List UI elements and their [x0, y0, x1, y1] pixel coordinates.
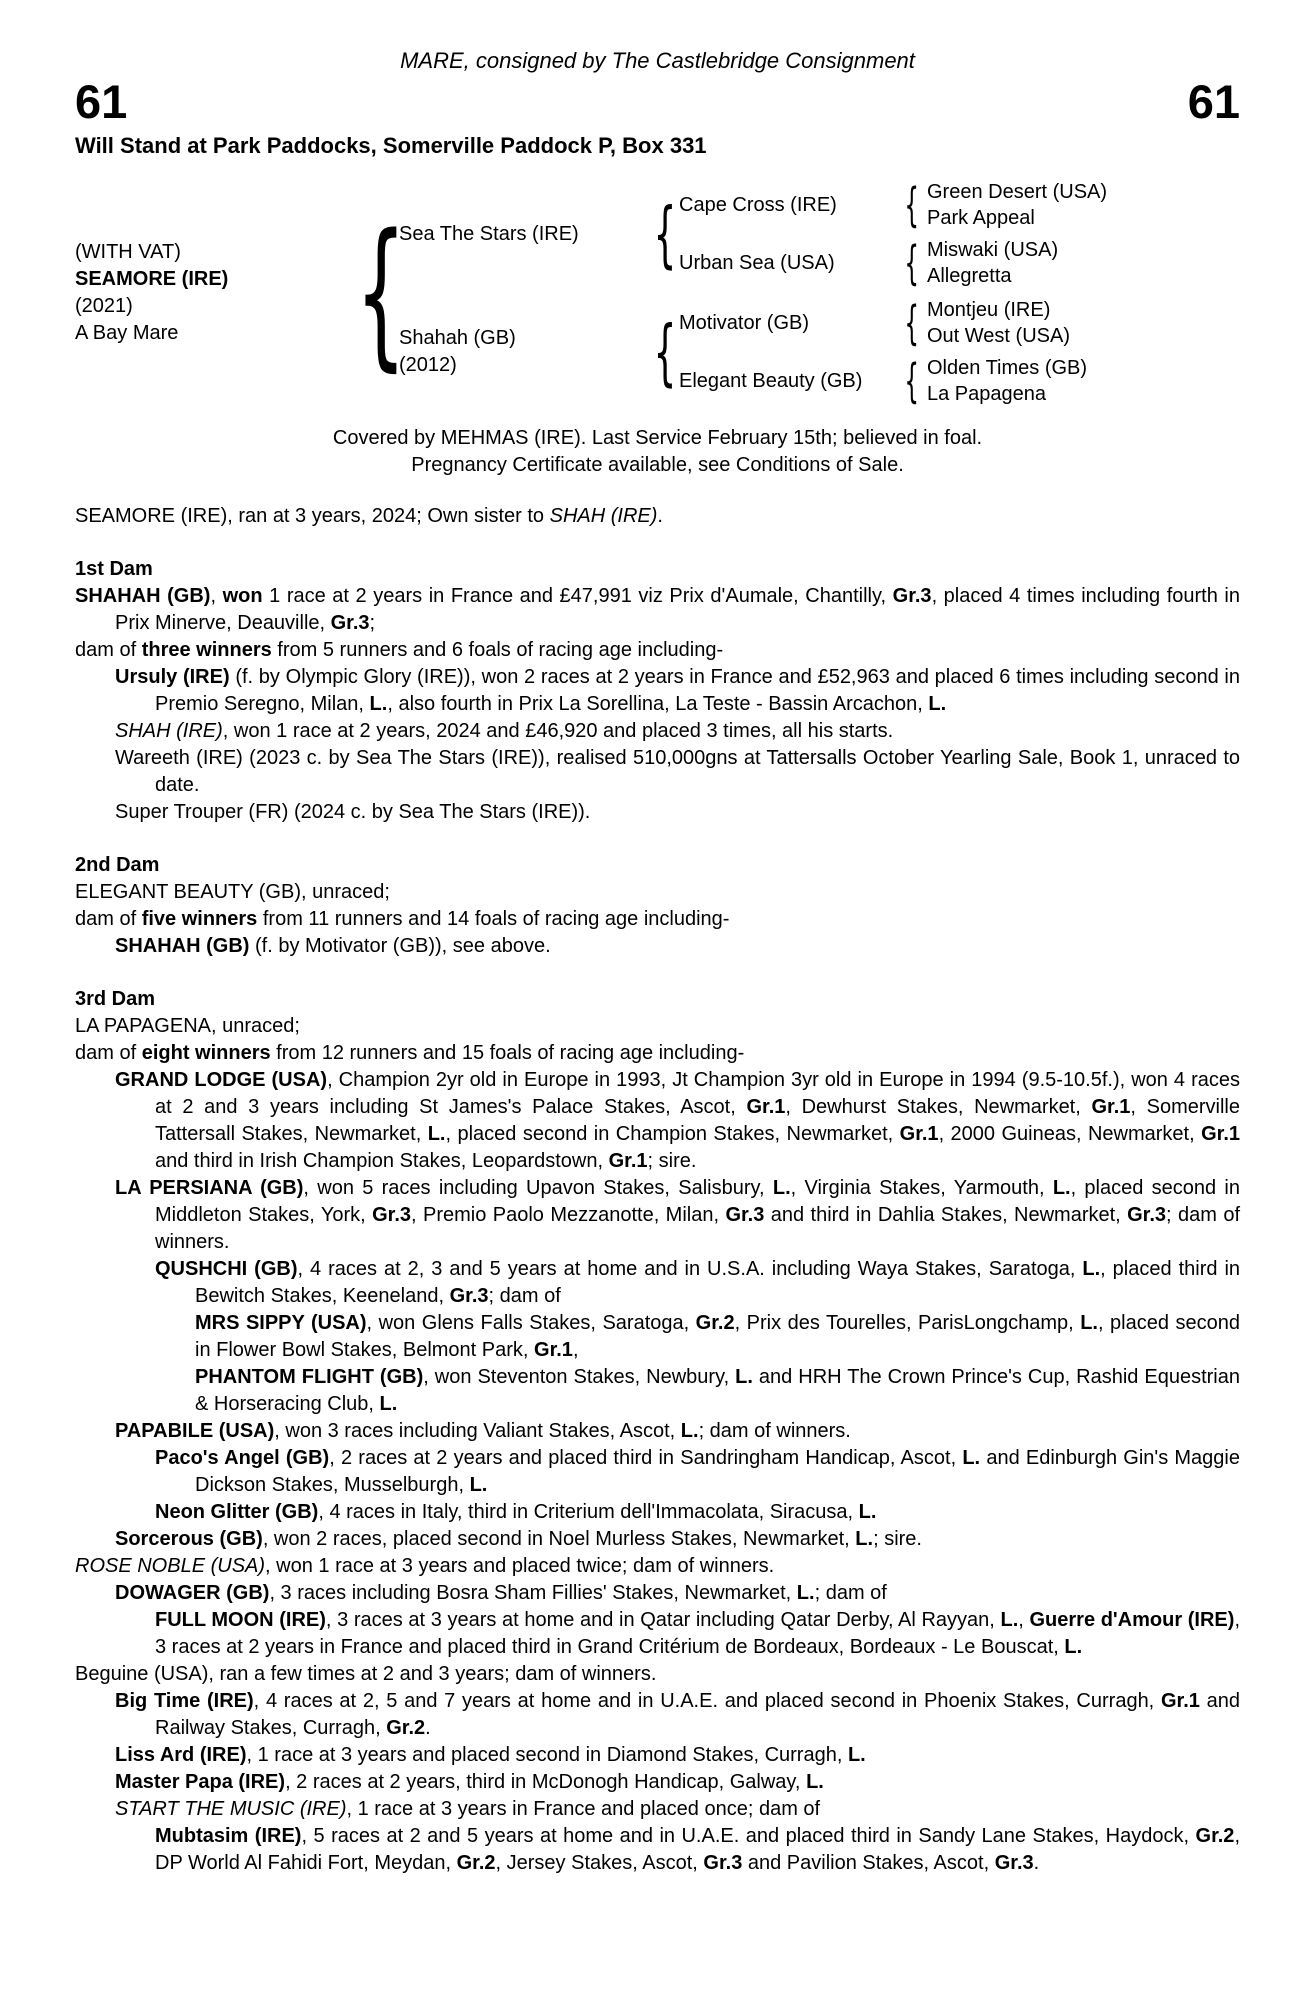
text: Super Trouper (FR) (2024 c. by Sea The Stars (IRE)). [115, 801, 591, 823]
bold-text: Liss Ard (IRE) [115, 1744, 247, 1766]
produce-paragraph [75, 906, 1240, 933]
lot-number-right: 61 [1187, 75, 1240, 128]
sire-sire-sire: Green Desert (USA) [927, 181, 1108, 203]
sire-branch [399, 179, 1240, 289]
text: , 2 races at 2 years and placed third in Sandringham Handicap, Ascot, [329, 1447, 963, 1469]
text: , won 3 races including Valiant Stakes, Ascot, [274, 1420, 681, 1442]
pedigree-table [75, 179, 1240, 407]
produce-paragraph [75, 583, 1240, 637]
bold-text: five winners [141, 908, 258, 930]
produce-paragraph [75, 1607, 1240, 1661]
text: and Railway Stakes, Curragh, [155, 1690, 1240, 1739]
bold-text: Sorcerous (GB) [115, 1528, 263, 1550]
text: , placed second in Champion Stakes, Newmarket, [445, 1123, 900, 1145]
produce-paragraph [75, 1661, 1240, 1688]
produce-paragraph [75, 1553, 1240, 1580]
bold-text: L. [772, 1177, 791, 1199]
text: , 2000 Guineas, Newmarket, [938, 1123, 1202, 1145]
dam-sire-name: Motivator (GB) [679, 311, 810, 334]
text: , placed third in Bewitch Stakes, Keeneland, [195, 1258, 1241, 1307]
dam-dam-name: Elegant Beauty (GB) [679, 369, 863, 392]
text: , placed 4 times including fourth in Prix Minerve, Deauville, [115, 585, 1240, 634]
text: . [425, 1717, 431, 1739]
text: from 12 runners and 15 foals of racing age including- [270, 1042, 745, 1064]
text: (f. by Motivator (GB)), see above. [249, 935, 551, 957]
bold-text: SHAHAH (GB) [115, 935, 250, 957]
produce-paragraph [75, 664, 1240, 718]
text: , Champion 2yr old in Europe in 1993, Jt Champion 3yr old in Europe in 1994 (9.5-10.5f.), won 4 races at 2 and 3 years including St James's Palace Stakes, Ascot, [155, 1069, 1240, 1118]
produce-paragraph [75, 1445, 1240, 1499]
text: Wareeth (IRE) (2023 c. by Sea The Stars (IRE)), realised 510,000gns at Tattersalls October Yearling Sale, Book 1, unraced to date. [115, 747, 1240, 796]
bold-text: L. [427, 1123, 446, 1145]
covering-line-1: Covered by MEHMAS (IRE). Last Service February 15th; believed in foal. [332, 427, 983, 449]
italic-text: ROSE NOBLE (USA) [75, 1555, 266, 1577]
bold-text: QUSHCHI (GB) [155, 1258, 298, 1280]
italic-text: SHAH (IRE) [549, 505, 658, 527]
bold-text: LA PERSIANA (GB) [115, 1177, 304, 1199]
bold-text: Gr.2 [456, 1852, 496, 1874]
text: , [572, 1339, 579, 1361]
sire-sire-row [679, 179, 1240, 231]
bold-text: L. [369, 693, 388, 715]
bold-text: Gr.2 [695, 1312, 735, 1334]
produce-paragraph [75, 1742, 1240, 1769]
dam-sire-row [679, 297, 1240, 349]
pedigree-brace-level1: { [355, 199, 407, 386]
dam-dam-dam: La Papagena [927, 383, 1047, 405]
bold-text: Gr.1 [1091, 1096, 1131, 1118]
produce-paragraph [75, 1175, 1240, 1256]
pedigree-brace-sire: { [653, 192, 677, 276]
text: , [1018, 1609, 1030, 1631]
produce-paragraph [75, 1364, 1240, 1418]
bold-text: Paco's Angel (GB) [155, 1447, 330, 1469]
bold-text: L. [1052, 1177, 1071, 1199]
text: . [657, 505, 663, 527]
text: , 1 race at 3 years in France and placed once; dam of [346, 1798, 821, 1820]
bold-text: FULL MOON (IRE) [155, 1609, 326, 1631]
produce-paragraph [75, 1256, 1240, 1310]
sire-dam-name: Urban Sea (USA) [679, 251, 835, 274]
bold-text: L. [1000, 1609, 1019, 1631]
text: , 5 races at 2 and 5 years at home and in U.A.E. and placed third in Sandy Lane Stakes, Haydock, [301, 1825, 1196, 1847]
text: , Virginia Stakes, Yarmouth, [790, 1177, 1053, 1199]
horse-summary [75, 239, 363, 347]
bold-text: GRAND LODGE (USA) [115, 1069, 328, 1091]
text: , DP World Al Fahidi Fort, Meydan, [155, 1825, 1240, 1874]
bold-text: Gr.3 [892, 585, 932, 607]
bold-text: DOWAGER (GB) [115, 1582, 270, 1604]
text: , won Glens Falls Stakes, Saratoga, [366, 1312, 696, 1334]
bold-text: Gr.2 [1195, 1825, 1235, 1847]
dam-section-heading: 3rd Dam [75, 988, 156, 1010]
consignment-line: MARE, consigned by The Castlebridge Consignment [400, 48, 915, 73]
text: , won 5 races including Upavon Stakes, Salisbury, [303, 1177, 773, 1199]
text: SEAMORE (IRE), ran at 3 years, 2024; Own sister to [75, 505, 550, 527]
text: ; dam of winners. [698, 1420, 851, 1442]
produce-paragraph [75, 879, 1240, 906]
dam-section [75, 852, 1240, 960]
bold-text: Gr.1 [1201, 1123, 1241, 1145]
dam-section-heading: 1st Dam [75, 558, 153, 580]
bold-text: SHAHAH (GB) [75, 585, 211, 607]
pedigree-brace-dam-sire: { [904, 296, 920, 350]
bold-text: Gr.3 [725, 1204, 765, 1226]
text: , also fourth in Prix La Sorellina, La Teste - Bassin Arcachon, [387, 693, 929, 715]
produce-paragraph [75, 1418, 1240, 1445]
produce-paragraph [75, 1796, 1240, 1823]
text: , 4 races at 2, 3 and 5 years at home and in U.S.A. including Waya Stakes, Saratoga, [297, 1258, 1083, 1280]
produce-paragraph [75, 1499, 1240, 1526]
produce-paragraph [75, 1310, 1240, 1364]
bold-text: L. [469, 1474, 488, 1496]
produce-paragraph [75, 637, 1240, 664]
lot-number-row [75, 75, 1240, 128]
bold-text: L. [1064, 1636, 1083, 1658]
bold-text: L. [796, 1582, 815, 1604]
text: , 2 races at 2 years, third in McDonogh Handicap, Galway, [285, 1771, 807, 1793]
covering-statement [75, 425, 1240, 479]
produce-paragraph [75, 1823, 1240, 1877]
produce-paragraph [75, 745, 1240, 799]
bold-text: Gr.3 [703, 1852, 743, 1874]
text: LA PAPAGENA, unraced; [75, 1015, 300, 1037]
produce-paragraph [75, 718, 1240, 745]
bold-text: L. [962, 1447, 981, 1469]
produce-paragraph [75, 1688, 1240, 1742]
text: and HRH The Crown Prince's Cup, Rashid Equestrian & Horseracing Club, [195, 1366, 1240, 1415]
text: and third in Dahlia Stakes, Newmarket, [764, 1204, 1128, 1226]
bold-text: L. [806, 1771, 824, 1793]
text: , 3 races at 2 years in France and placed third in Grand Critérium de Bordeaux, Bordeaux - Le Bouscat, [155, 1609, 1240, 1658]
text: from 11 runners and 14 foals of racing age including- [257, 908, 730, 930]
text: , won Steventon Stakes, Newbury, [423, 1366, 736, 1388]
bold-text: Mubtasim (IRE) [155, 1825, 302, 1847]
text: ; sire. [647, 1150, 697, 1172]
sire-name: Sea The Stars (IRE) [399, 222, 579, 245]
horse-foaling-year: (2021) [75, 295, 133, 317]
text: , Prix des Tourelles, ParisLongchamp, [734, 1312, 1081, 1334]
bold-text: Gr.3 [330, 612, 370, 634]
vat-note: (WITH VAT) [75, 241, 181, 263]
produce-paragraph [75, 1580, 1240, 1607]
italic-text: START THE MUSIC (IRE) [115, 1798, 347, 1820]
text: ELEGANT BEAUTY (GB), unraced; [75, 881, 390, 903]
text: from 5 runners and 6 foals of racing age including- [271, 639, 724, 661]
bold-text: MRS SIPPY (USA) [195, 1312, 367, 1334]
lot-number-left: 61 [75, 75, 128, 128]
produce-paragraph [75, 933, 1240, 960]
dam-sire-sire: Montjeu (IRE) [927, 299, 1051, 321]
text: dam of [75, 908, 142, 930]
bold-text: Master Papa (IRE) [115, 1771, 286, 1793]
sire-dam-row [679, 237, 1240, 289]
text: ; dam of winners. [155, 1204, 1240, 1253]
produce-paragraph [75, 1769, 1240, 1796]
bold-text: Big Time (IRE) [115, 1690, 254, 1712]
bold-text: three winners [141, 639, 272, 661]
produce-paragraph [75, 1013, 1240, 1040]
text: , Jersey Stakes, Ascot, [495, 1852, 704, 1874]
stand-location-line: Will Stand at Park Paddocks, Somerville Paddock P, Box 331 [75, 133, 707, 158]
bold-text: L. [1082, 1258, 1101, 1280]
text: and Pavilion Stakes, Ascot, [742, 1852, 995, 1874]
bold-text: Gr.1 [746, 1096, 786, 1118]
dam-sections [75, 556, 1240, 1877]
text: , 4 races at 2, 5 and 7 years at home and in U.A.E. and placed second in Phoenix Stakes, Curragh, [253, 1690, 1161, 1712]
pedigree-brace-sire-dam: { [904, 236, 920, 290]
dam-sire-dam: Out West (USA) [927, 325, 1070, 347]
text: , 1 race at 3 years and placed second in Diamond Stakes, Curragh, [246, 1744, 848, 1766]
pedigree-generations [399, 179, 1240, 407]
text: dam of [75, 1042, 142, 1064]
text: and third in Irish Champion Stakes, Leopardstown, [155, 1150, 609, 1172]
dam-name-cell [399, 325, 651, 379]
text: , Somerville Tattersall Stakes, Newmarket, [155, 1096, 1240, 1145]
produce-paragraph [75, 1040, 1240, 1067]
text: , [210, 585, 223, 607]
text: , placed second in Middleton Stakes, York, [155, 1177, 1240, 1226]
text: , 4 races in Italy, third in Criterium dell'Immacolata, Siracusa, [318, 1501, 859, 1523]
bold-text: L. [855, 1528, 874, 1550]
text: , won 1 race at 3 years and placed twice; dam of winners. [265, 1555, 775, 1577]
sire-sire-dam: Park Appeal [927, 207, 1035, 229]
bold-text: Ursuly (IRE) [115, 666, 230, 688]
sire-sire-name: Cape Cross (IRE) [679, 193, 837, 216]
produce-paragraph [75, 799, 1240, 826]
horse-name: SEAMORE (IRE) [75, 268, 229, 290]
bold-text: L. [735, 1366, 753, 1388]
italic-text: SHAH (IRE) [115, 720, 223, 742]
dam-section-heading: 2nd Dam [75, 854, 160, 876]
dam-year: (2012) [399, 354, 457, 376]
bold-text: Gr.3 [449, 1285, 489, 1307]
bold-text: Gr.3 [372, 1204, 412, 1226]
text: and Edinburgh Gin's Maggie Dickson Stakes, Musselburgh, [195, 1447, 1240, 1496]
text: , won 2 races, placed second in Noel Murless Stakes, Newmarket, [262, 1528, 856, 1550]
bold-text: L. [680, 1420, 699, 1442]
bold-text: L. [928, 693, 947, 715]
pedigree-brace-dam-dam: { [904, 354, 920, 408]
dam-branch [399, 297, 1240, 407]
bold-text: PAPABILE (USA) [115, 1420, 275, 1442]
dam-section [75, 556, 1240, 826]
bold-text: won [222, 585, 263, 607]
produce-paragraph [75, 1526, 1240, 1553]
text: , 3 races including Bosra Sham Fillies' Stakes, Newmarket, [269, 1582, 797, 1604]
dam-section [75, 986, 1240, 1877]
horse-description: A Bay Mare [75, 322, 179, 344]
covering-line-2: Pregnancy Certificate available, see Conditions of Sale. [411, 454, 904, 476]
text: . [1033, 1852, 1040, 1874]
bold-text: Neon Glitter (GB) [155, 1501, 319, 1523]
bold-text: Gr.2 [386, 1717, 426, 1739]
dam-dam-sire: Olden Times (GB) [927, 357, 1088, 379]
text: , Premio Paolo Mezzanotte, Milan, [411, 1204, 726, 1226]
bold-text: Gr.1 [608, 1150, 648, 1172]
sire-dam-dam: Allegretta [927, 265, 1012, 287]
text: ; sire. [873, 1528, 922, 1550]
bold-text: Gr.3 [1127, 1204, 1167, 1226]
bold-text: Gr.1 [899, 1123, 939, 1145]
bold-text: L. [858, 1501, 877, 1523]
text: , won 1 race at 2 years, 2024 and £46,920 and placed 3 times, all his starts. [222, 720, 894, 742]
produce-paragraph [75, 1067, 1240, 1175]
text: ; dam of [488, 1285, 561, 1307]
pedigree-brace-dam: { [653, 310, 677, 394]
bold-text: eight winners [141, 1042, 271, 1064]
race-record [75, 503, 1240, 530]
bold-text: Gr.1 [1160, 1690, 1200, 1712]
dam-dam-row [679, 355, 1240, 407]
bold-text: Guerre d'Amour (IRE) [1029, 1609, 1235, 1631]
bold-text: L. [1080, 1312, 1098, 1334]
text: dam of [75, 639, 142, 661]
bold-text: Gr.3 [994, 1852, 1034, 1874]
pedigree-brace-sire-sire: { [904, 178, 920, 232]
text: , placed second in Flower Bowl Stakes, Belmont Park, [195, 1312, 1240, 1361]
bold-text: PHANTOM FLIGHT (GB) [195, 1366, 424, 1388]
text: Beguine (USA), ran a few times at 2 and 3 years; dam of winners. [75, 1663, 657, 1685]
text: (f. by Olympic Glory (IRE)), won 2 races at 2 years in France and £52,963 and placed 6 times including second in Premio Seregno, Milan, [155, 666, 1241, 715]
bold-text: L. [847, 1744, 866, 1766]
dam-name: Shahah (GB) [399, 327, 516, 349]
text: ; [369, 612, 376, 634]
text: ; dam of [814, 1582, 887, 1604]
text: , 3 races at 3 years at home and in Qatar including Qatar Derby, Al Rayyan, [325, 1609, 1001, 1631]
text: 1 race at 2 years in France and £47,991 viz Prix d'Aumale, Chantilly, [262, 585, 893, 607]
bold-text: L. [379, 1393, 398, 1415]
bold-text: Gr.1 [534, 1339, 573, 1361]
sire-dam-sire: Miswaki (USA) [927, 239, 1059, 261]
text: , Dewhurst Stakes, Newmarket, [785, 1096, 1092, 1118]
